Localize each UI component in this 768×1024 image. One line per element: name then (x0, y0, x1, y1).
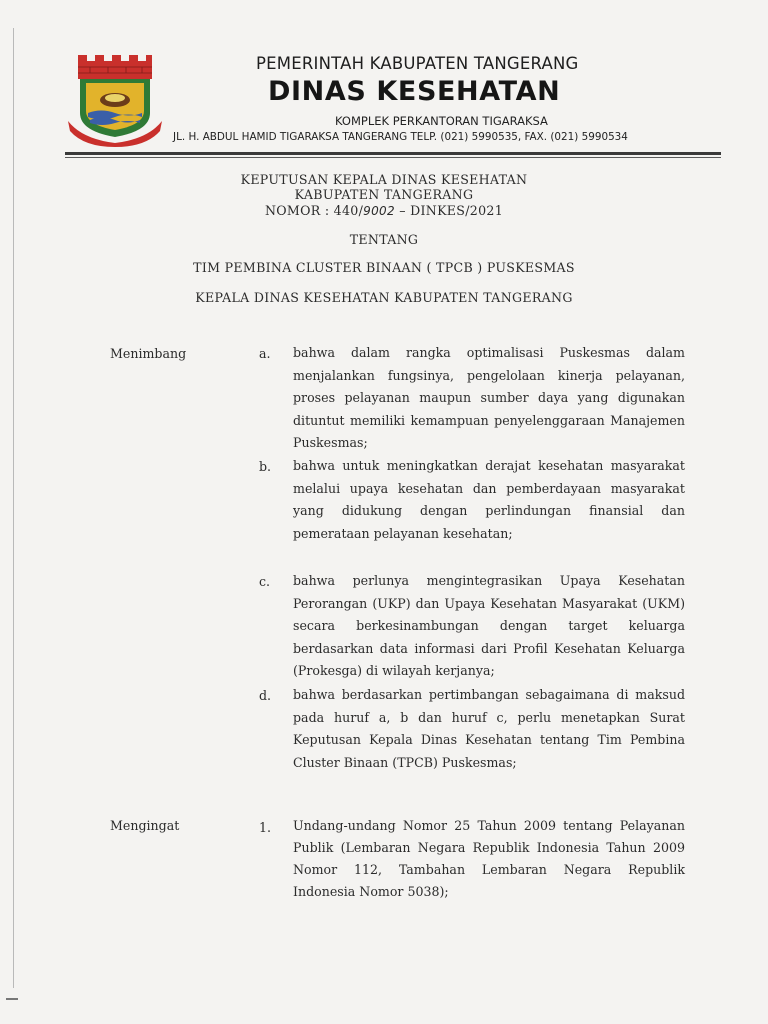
letterhead-rule-thin (65, 157, 721, 158)
item-marker: 1. (259, 820, 272, 835)
section-label-menimbang: Menimbang (110, 346, 187, 361)
consideration-item-c: bahwa perlunya mengintegrasikan Upaya Kesehatan Perorangan (UKP) dan Upaya Kesehatan Masyarakat (UKM) secara berkesinambungan dengan target keluarga berdasarkan data informasi dari Profil Kesehatan Keluarga (Prokesga) di wilayah kerjanya; (293, 573, 685, 679)
letterhead-rule-thick (65, 152, 721, 155)
consideration-item-a: bahwa dalam rangka optimalisasi Puskesmas dalam menjalankan fungsinya, pengelolaan kinerja pelayanan, proses pelayanan maupun sumber daya yang digunakan dituntut memiliki kemampuan penyelenggaraan Manajemen Puskesmas; (293, 345, 685, 451)
legal-basis-item-1: Undang-undang Nomor 25 Tahun 2009 tentang Pelayanan Publik (Lembaran Negara Republik Indonesia Tahun 2009 Nomor 112, Tambahan Lembaran Negara Republik Indonesia Nomor 5038); (293, 818, 685, 899)
item-marker: c. (259, 574, 271, 589)
decree-subject: TIM PEMBINA CLUSTER BINAAN ( TPCB ) PUSKESMAS (193, 260, 575, 275)
item-marker: b. (259, 459, 272, 474)
coat-of-arms-logo (68, 55, 162, 147)
item-marker: d. (259, 688, 272, 703)
handwritten-number: 9002 (363, 204, 395, 218)
decree-title-line1: KEPUTUSAN KEPALA DINAS KESEHATAN (240, 172, 528, 187)
consideration-item-d: bahwa berdasarkan pertimbangan sebagaimana di maksud pada huruf a, b dan huruf c, perlu menetapkan Surat Keputusan Kepala Dinas Kesehatan tentang Tim Pembina Cluster Binaan (TPCB) Puskesmas; (293, 687, 685, 770)
scan-edge-mark (6, 998, 18, 1000)
department-name: DINAS KESEHATAN (268, 76, 561, 107)
office-complex: KOMPLEK PERKANTORAN TIGARAKSA (335, 114, 548, 128)
office-address: JL. H. ABDUL HAMID TIGARAKSA TANGERANG TELP. (021) 5990535, FAX. (021) 5990534 (173, 131, 628, 143)
decree-number-suffix: – DINKES/2021 (394, 203, 504, 218)
decree-number (0, 203, 768, 218)
item-marker: a. (259, 346, 271, 361)
organization-name: PEMERINTAH KABUPATEN TANGERANG (256, 54, 579, 73)
decree-number-prefix: NOMOR : 440/ (264, 203, 364, 218)
decree-about: TENTANG (349, 232, 419, 247)
consideration-item-b: bahwa untuk meningkatkan derajat kesehatan masyarakat melalui upaya kesehatan dan pemberdayaan masyarakat yang didukung dengan perlindungan finansial dan pemerataan pelayanan kesehatan; (293, 458, 685, 541)
decree-issuer: KEPALA DINAS KESEHATAN KABUPATEN TANGERANG (195, 290, 573, 305)
section-label-mengingat: Mengingat (110, 818, 180, 833)
decree-title-line2: KABUPATEN TANGERANG (294, 187, 474, 202)
